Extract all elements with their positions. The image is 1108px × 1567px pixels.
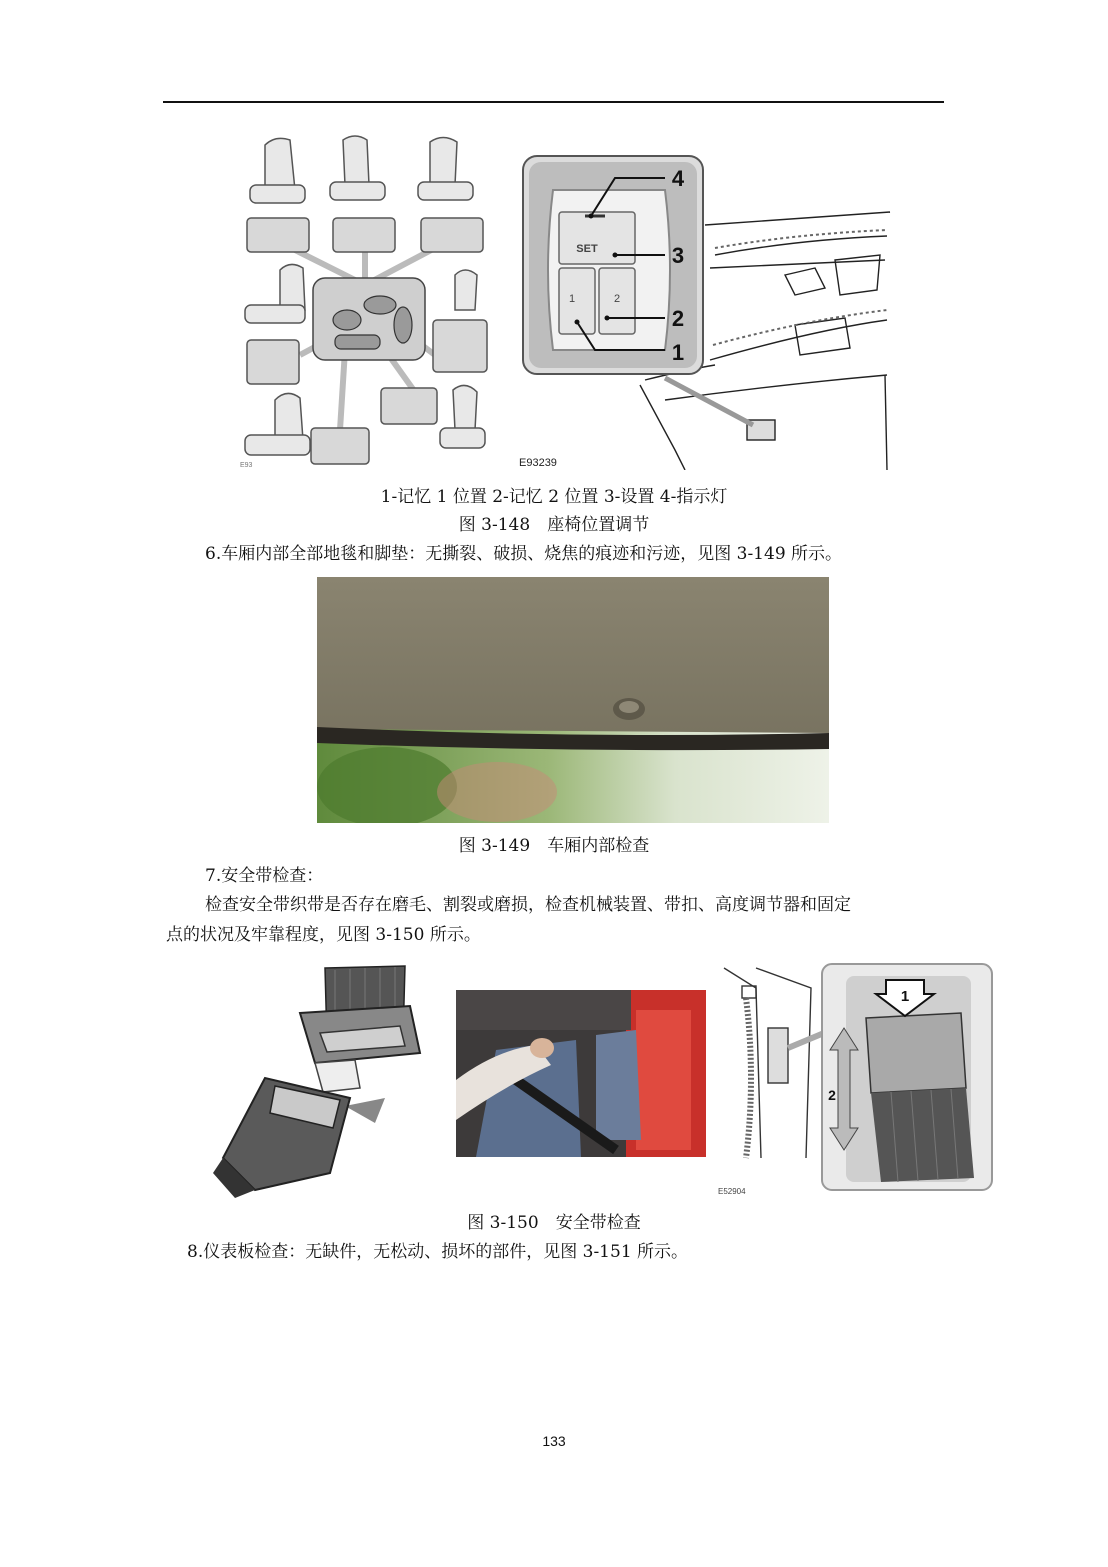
- item-8-text: 8.仪表板检查：无缺件，无松动、损坏的部件，见图 3-151 所示。: [187, 1242, 689, 1262]
- item-7-line-2: 点的状况及牢靠程度，见图 3-150 所示。: [166, 925, 481, 945]
- figure-148-seat-diagram: [235, 130, 495, 470]
- item-6-text: 6.车厢内部全部地毯和脚垫：无撕裂、破损、烧焦的痕迹和污迹，见图 3-149 所示。: [205, 544, 843, 564]
- item-7-line-1: 检查安全带织带是否存在磨毛、割裂或磨损，检查机械装置、带扣、高度调节器和固定: [205, 895, 851, 915]
- figure-150-buckle-illustration: [205, 958, 433, 1198]
- figure-148-caption: 图 3-148 座椅位置调节: [458, 515, 650, 535]
- figure-148-legend: 1-记忆 1 位置 2-记忆 2 位置 3-设置 4-指示灯: [380, 487, 728, 507]
- figure-code: E52904: [718, 1187, 746, 1196]
- memory-2-button-label: 2: [613, 293, 621, 305]
- figure-149-headliner-photo: [317, 577, 829, 823]
- item-7-heading: 7.安全带检查：: [205, 866, 324, 886]
- figure-150-height-adjuster-diagram: [716, 958, 994, 1198]
- callout-2: 2: [671, 306, 685, 331]
- page-number: 133: [542, 1433, 566, 1449]
- callout-1: 1: [900, 988, 910, 1005]
- figure-150-belt-photo: [456, 990, 706, 1157]
- set-button-label: SET: [576, 243, 598, 255]
- callout-2: 2: [828, 1087, 836, 1103]
- memory-1-button-label: 1: [568, 293, 576, 305]
- header-rule: [163, 101, 944, 103]
- figure-149-caption: 图 3-149 车厢内部检查: [458, 836, 650, 856]
- callout-1: 1: [671, 340, 685, 365]
- figure-code: E93239: [519, 457, 557, 469]
- figure-148-memory-switch-diagram: [515, 150, 893, 470]
- callout-3: 3: [671, 243, 685, 268]
- callout-4: 4: [671, 166, 685, 191]
- svg-text:E93: E93: [240, 462, 253, 469]
- figure-150-caption: 图 3-150 安全带检查: [467, 1213, 641, 1233]
